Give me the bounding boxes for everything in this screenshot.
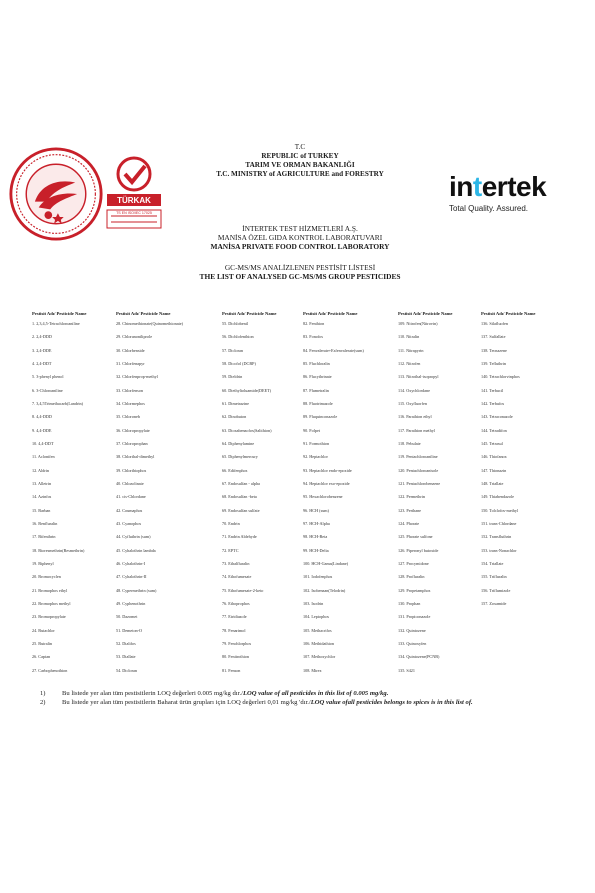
pesticide-item: 111. Nitrapyrin (398, 347, 424, 353)
pesticide-item: 142. Terbufos (481, 400, 505, 406)
pesticide-item: 37. Chloroprophan (116, 440, 148, 446)
pesticide-item: 141. Terbucil (481, 387, 504, 393)
pesticide-item: 153. trans-Nonachlor (481, 547, 517, 553)
pesticide-item: 120. Pentachloroanisole (398, 467, 439, 473)
pesticide-item: 119. Pentachloroaniline (398, 454, 438, 460)
pesticide-item: 80. Fenitrothion (222, 654, 249, 660)
pesticide-item: 132. Quintozene (398, 627, 426, 633)
pesticide-item: 32. Chlorfenprop-methyl (116, 374, 158, 380)
table-column (116, 310, 183, 680)
pesticide-item: 93. Heptachlor endo-epoxide (303, 467, 352, 473)
note-item (40, 699, 570, 707)
pesticide-item: 103. Isodrin (303, 600, 324, 606)
lab-name-en: MANİSA PRIVATE FOOD CONTROL LABORATORY (210, 242, 390, 251)
pesticide-item: 5. 3-phenyl phenol (32, 374, 64, 380)
pesticide-item: 16. Benfluralin (32, 520, 58, 526)
pesticide-item: 35. Chloroneb (116, 414, 140, 420)
intertek-wordmark: intertek (449, 171, 547, 202)
pesticide-item: 29. Chloranoniliprole (116, 334, 153, 340)
pesticide-item: 96. HCH (sum) (303, 507, 329, 513)
pesticide-item: 121. Pentachlorobenzene (398, 480, 441, 486)
pesticide-item: 95. Hexachlorobenzene (303, 494, 343, 500)
pesticide-item: 52. Dialifos (116, 640, 136, 646)
pesticide-item: 17. Bifenthrin (32, 534, 56, 540)
pesticide-item: 48. Cypermethrin (sum) (116, 587, 157, 593)
pesticide-item: 126. Piperonyl butoxide (398, 547, 439, 553)
pesticide-item: 73. Ethalfluralin (222, 560, 250, 566)
pesticide-item: 76. Ethoprophos (222, 600, 250, 606)
pesticide-item: 155. Trifluralin (481, 574, 507, 580)
pesticide-item: 74. Ethofumesate (222, 574, 252, 580)
pesticide-item: 157. Zoxamide (481, 600, 507, 606)
pesticide-item: 30. Chlorbenside (116, 347, 145, 353)
column-header: Pestisit Adı/ Pesticide Name (32, 311, 87, 316)
pesticide-item: 28. Chinomethionate(Quinomethionate) (116, 321, 183, 326)
pesticide-item: 113. Nitrothal-isopropyl (398, 374, 439, 380)
pesticide-item: 91. Formothion (303, 440, 330, 446)
pesticide-item: 1. 2,3,4,5-Tetrachloroaniline (32, 321, 80, 326)
table-column (481, 310, 535, 680)
pesticide-item: 11. Aclonifen (32, 454, 55, 460)
pesticide-item: 139. Tefluthrin (481, 360, 506, 366)
table-column (398, 310, 452, 680)
pesticide-item: 23. Bromopropylate (32, 614, 66, 620)
pesticide-item: 102. Isobenzan(Telodrin) (303, 587, 346, 593)
pesticide-item: 13. Alletrin (32, 480, 52, 486)
note-text: Bu listede yer alan tüm pestisitlerin Baharat ürün grupları için LOQ değerleri 0,01 mg/kg 'dır./LOQ value ofall pesticides belongs to spices is in this list of. (62, 699, 473, 707)
pesticide-item: 58. Dicofol (DCBP) (222, 360, 256, 366)
pesticide-item: 118. Pebulate (398, 440, 421, 446)
note-item (40, 690, 570, 698)
intertek-tagline: Total Quality. Assured. (449, 204, 528, 213)
note-number: 1) (40, 690, 46, 697)
pesticide-item: 114. Oxychlordane (398, 387, 430, 393)
pesticide-item: 81. Fenson (222, 667, 241, 673)
pesticide-item: 88. Fluotrimazole (303, 400, 333, 406)
pesticide-item: 127. Procymidone (398, 560, 429, 566)
pesticide-item: 50. Dazomet (116, 614, 138, 620)
pesticide-item: 72. EPTC (222, 547, 239, 553)
note-text: Bu listede yer alan tüm pestisitlerin LOQ değerleri 0.005 mg/kg dır./LOQ value of all pesticides in this list of 0.005 mg/kg. (62, 690, 389, 697)
pesticide-item: 65. Diphenylmercury (222, 454, 258, 460)
pesticide-item (481, 627, 535, 640)
pesticide-item: 70. Endrin (222, 520, 240, 526)
republic-title: REPUBLIC of TURKEY (261, 152, 339, 160)
pesticide-item: 137. Sulfallate (481, 334, 506, 340)
list-title-en: THE LIST OF ANALYSED GC-MS/MS GROUP PESTICIDES (199, 272, 401, 281)
pesticide-item: 4. 2,4-DDT (32, 360, 52, 366)
pesticide-item: 69. Endosulfan sulfate (222, 507, 260, 513)
pesticide-item: 112. Nitrofen (398, 360, 421, 366)
pesticide-item: 26. Captan (32, 654, 51, 660)
pesticide-item: 22. Bromophos methyl (32, 600, 71, 606)
column-header: Pestisit Adı/ Pesticide Name (303, 311, 358, 316)
pesticide-item: 6. 3-Chloroaniline (32, 387, 63, 393)
pesticide-item: 134. Quintozene(PCNB) (398, 654, 440, 660)
pesticide-item: 53. Diallate (116, 654, 136, 660)
pesticide-item: 104. Leptophos (303, 614, 330, 620)
pesticide-item: 34. Chlormephos (116, 400, 145, 406)
pesticide-item: 85. Fluchloralin (303, 360, 330, 366)
pesticide-item: 71. Endrin Aldehyde (222, 534, 257, 540)
pesticide-item: 92. Heptachlor (303, 454, 328, 460)
pesticide-item: 60. Diethyltoluamide(DEET) (222, 387, 272, 393)
pesticide-item: 46. Cyhalothrin-I (116, 560, 146, 566)
pesticide-item: 51. Demeton-O (116, 627, 143, 633)
pesticide-item: 75. Ethofumesate-2-keto (222, 587, 264, 593)
pesticide-item: 99. HCH-Delta (303, 547, 329, 553)
pesticide-item: 78. Fenarimol (222, 627, 246, 633)
pesticide-item: 42. Coumaphos (116, 507, 143, 513)
notes-section (40, 690, 570, 709)
pesticide-item: 89. Fluquinconazole (303, 414, 338, 420)
pesticide-item: 8. 4,4-DDD (32, 414, 52, 420)
pesticide-item: 108. Mirex (303, 667, 322, 673)
pesticide-item: 64. Diphenylamine (222, 440, 255, 446)
pesticide-item: 24. Butachlor (32, 627, 55, 633)
pesticide-item: 67. Endosulfan - alpha (222, 480, 260, 486)
pesticide-item: 144. Tetradifon (481, 427, 507, 433)
pesticide-item: 143. Tetraconazole (481, 414, 513, 420)
pesticide-item: 147. Thionazin (481, 467, 507, 473)
pesticide-item (481, 613, 535, 626)
pesticide-item: 49. Cyphenothrin (116, 600, 146, 606)
pesticide-item: 63. Dioxabenzofos(Salithion) (222, 427, 272, 433)
pesticide-item: 100. HCH-Gama(Lindane) (303, 560, 349, 566)
pesticide-item: 150. Tolclofos-methyl (481, 507, 519, 513)
pesticide-item: 56. Dichlofenthion (222, 334, 254, 340)
pesticide-item: 129. Propetamphos (398, 587, 431, 593)
pesticide-item: 130. Prophan (398, 600, 421, 606)
pesticide-item: 110. Nitralin (398, 334, 420, 340)
pesticide-item: 21. Bromophos ethyl (32, 587, 68, 593)
pesticide-item (481, 653, 535, 666)
pesticide-item: 156. Triflumizole (481, 587, 511, 593)
pesticide-item: 61. Dimetrazine (222, 400, 249, 406)
ministry-title-en: T.C. MINISTRY of AGRICULTURE and FORESTRY (216, 170, 384, 178)
turkak-standard: TS EN ISO/IEC 17025 (116, 211, 152, 215)
pesticide-item: 59. Dieldrin (222, 374, 243, 380)
pesticide-item: 149. Thiabendazole (481, 494, 514, 500)
pesticide-item: 15. Barban (32, 507, 51, 513)
pesticide-item: 7. 3,4,5Trimethacarb(Landrin) (32, 400, 84, 406)
pesticide-item: 25. Butralin (32, 640, 53, 646)
pesticide-item: 68. Endosulfan -beta (222, 494, 257, 500)
pesticide-item: 40. Chlozolinate (116, 480, 144, 486)
pesticide-item: 140. Tetrachlorvinphos (481, 374, 520, 380)
pesticide-item: 44. Cyfluthrin (sum) (116, 534, 151, 540)
pesticide-item: 135. S421 (398, 667, 415, 673)
pesticide-item: 19. Biphenyl (32, 560, 54, 566)
pesticide-item: 82. Fenthion (303, 321, 325, 326)
pesticide-item: 138. Tecnazene (481, 347, 507, 353)
pesticide-item: 148. Triallate (481, 480, 504, 486)
pesticide-item: 146. Thiofanox (481, 454, 507, 460)
pesticide-item: 43. Cyanophos (116, 520, 142, 526)
pesticide-item: 154. Triallate (481, 560, 504, 566)
pesticide-item: 125. Phorate sulfone (398, 534, 433, 540)
pesticide-item: 18. Bioresmethrin(Resmethrin) (32, 547, 85, 553)
pesticide-item: 36. Chloropropylate (116, 427, 150, 433)
column-header: Pestisit Adı/ Pesticide Name (398, 311, 453, 316)
list-title-tr: GC-MS/MS ANALİZLENEN PESTİSİT LİSTESİ (224, 263, 376, 272)
pesticide-table (32, 310, 564, 678)
pesticide-item: 116. Parathion ethyl (398, 414, 432, 420)
pesticide-item: 33. Chlorfenson (116, 387, 143, 393)
lab-name-tr: MANİSA ÖZEL GIDA KONTROL LABORATUVARI (217, 233, 383, 242)
pesticide-item (481, 667, 535, 680)
pesticide-item: 122. Permethrin (398, 494, 425, 500)
pesticide-item: 38. Chlorthal-dimethyl (116, 454, 155, 460)
pesticide-item: 145. Tetrasul (481, 440, 503, 446)
pesticide-item: 86. Flucythrinate (303, 374, 332, 380)
intertek-logo (449, 172, 569, 213)
turkak-brand: TÜRKAK (117, 196, 151, 205)
pesticide-item: 136. Silafluofen (481, 321, 508, 326)
pesticide-item: 101. Iodofenphos (303, 574, 333, 580)
pesticide-item: 115. Oxyfluorfen (398, 400, 427, 406)
pesticide-item: 90. Folpet (303, 427, 320, 433)
pesticide-item: 117. Parathion methyl (398, 427, 435, 433)
note-number: 2) (40, 699, 46, 707)
pesticide-item (481, 640, 535, 653)
column-header: Pestisit Adı/ Pesticide Name (116, 311, 171, 316)
table-column (303, 310, 364, 680)
pesticide-item: 62. Dinobuton (222, 414, 247, 420)
pesticide-item: 45. Cyhalothrin lambda (116, 547, 156, 553)
ministry-seal-icon (8, 146, 104, 242)
pesticide-item: 94. Heptachlor exo-epoxide (303, 480, 350, 486)
pesticide-item: 123. Perthane (398, 507, 422, 513)
pesticide-item: 77. Etridiazole (222, 614, 247, 620)
pesticide-item: 47. Cyhalothrin-II (116, 574, 147, 580)
column-header: Pestisit Adı/ Pesticide Name (222, 311, 277, 316)
table-column (222, 310, 276, 680)
pesticide-item: 105. Methacrifos (303, 627, 332, 633)
pesticide-item: 98. HCH-Beta (303, 534, 328, 540)
pesticide-item: 106. Methidathion (303, 640, 334, 646)
pesticide-item: 14. Azinfos (32, 494, 52, 500)
tc-label: T.C (294, 143, 306, 151)
pesticide-item: 83. Fonofos (303, 334, 324, 340)
pesticide-item: 107. Methoxychlor (303, 654, 336, 660)
pesticide-item: 128. Profluralin (398, 574, 425, 580)
lab-name: İNTERTEK TEST HİZMETLERİ A.Ş. (242, 224, 358, 233)
table-column (32, 310, 86, 680)
pesticide-item: 2. 2,4-DDD (32, 334, 52, 340)
pesticide-item: 10. 4,4-DDT (32, 440, 54, 446)
pesticide-item: 54. Dicloran (116, 667, 137, 673)
column-header: Pestisit Adı/ Pesticide Name (481, 311, 536, 316)
pesticide-item: 66. Edifenphos (222, 467, 248, 473)
pesticide-item: 31. Chlorfenapyr (116, 360, 145, 366)
pesticide-item: 131. Propiconazole (398, 614, 431, 620)
pesticide-item: 39. Chlorthiophos (116, 467, 147, 473)
pesticide-item: 87. Flumetralin (303, 387, 329, 393)
pesticide-item: 152. Transfluthrin (481, 534, 512, 540)
pesticide-item: 9. 4,4-DDE (32, 427, 52, 433)
pesticide-item: 97. HCH-Alpha (303, 520, 330, 526)
ministry-title-tr: TARIM VE ORMAN BAKANLIĞI (245, 161, 355, 169)
pesticide-item: 133. Quinoxyfen (398, 640, 427, 646)
pesticide-item: 109. Nitrofen(Nitrovin) (398, 321, 438, 326)
pesticide-item: 124. Phorate (398, 520, 420, 526)
pesticide-item: 55. Dichlobenil (222, 321, 249, 326)
pesticide-item: 20. Bromocyclen (32, 574, 61, 580)
pesticide-item: 27. Carbophenothion (32, 667, 68, 673)
pesticide-item: 84. Fenvalerate+Esfenvalerate(sum) (303, 347, 364, 353)
pesticide-item: 57. Dicloran (222, 347, 243, 353)
pesticide-item: 12. Aldrin (32, 467, 49, 473)
pesticide-item: 79. Fenchlorphos (222, 640, 252, 646)
pesticide-item: 41. cis-Chlordane (116, 494, 146, 500)
pesticide-item: 3. 2,4-DDE (32, 347, 52, 353)
pesticide-item: 151. trans-Chlordane (481, 520, 517, 526)
